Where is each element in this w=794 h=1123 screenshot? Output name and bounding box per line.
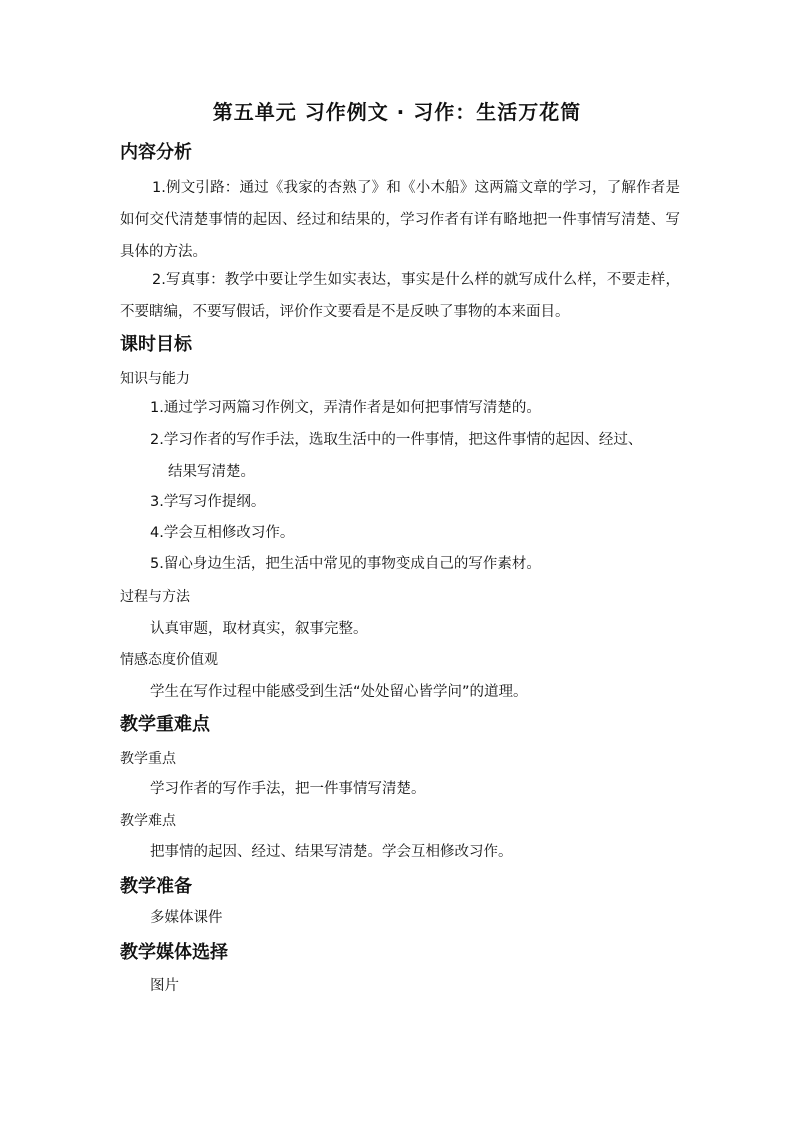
- heading-media: 教学媒体选择: [120, 942, 228, 963]
- paragraph-write-truth: 2.写真事：教学中要让学生如实表达，事实是什么样的就写成什么样，不要走样，不要瞎编，不要写假话，评价作文要看是不是反映了事物的本来面目。: [120, 272, 680, 320]
- subheading-emotion: 情感态度价值观: [120, 652, 218, 668]
- subheading-knowledge: 知识与能力: [120, 371, 190, 387]
- subheading-process: 过程与方法: [120, 589, 190, 605]
- list-item-objective-3: 3.学写习作提纲。: [150, 494, 266, 510]
- heading-content-analysis: 内容分析: [120, 142, 192, 163]
- page-title: 第五单元 习作例文 · 习作：生活万花筒: [212, 100, 582, 124]
- paragraph-example-guide: 1.例文引路：通过《我家的杏熟了》和《小木船》这两篇文章的学习，了解作者是如何交代清楚事情的起因、经过和结果的，学习作者有详有略地把一件事情写清楚、写具体的方法。: [120, 180, 680, 260]
- text-process: 认真审题，取材真实，叙事完整。: [150, 621, 368, 637]
- subheading-focus: 教学重点: [120, 751, 176, 767]
- list-item-objective-5: 5.留心身边生活，把生活中常见的事物变成自己的写作素材。: [150, 556, 541, 572]
- heading-key-points: 教学重难点: [120, 714, 210, 735]
- list-item-objective-1: 1.通过学习两篇习作例文，弄清作者是如何把事情写清楚的。: [150, 400, 541, 416]
- list-item-objective-2-line2: 结果写清楚。: [168, 464, 255, 480]
- text-emotion: 学生在写作过程中能感受到生活“处处留心皆学问”的道理。: [150, 684, 528, 700]
- subheading-difficulty: 教学难点: [120, 813, 176, 829]
- list-item-objective-2: [150, 424, 680, 488]
- heading-objectives: 课时目标: [120, 334, 192, 355]
- list-item-objective-2-line1: 2.学习作者的写作手法，选取生活中的一件事情，把这件事情的起因、经过、: [150, 432, 643, 448]
- heading-preparation: 教学准备: [120, 876, 192, 897]
- text-focus: 学习作者的写作手法，把一件事情写清楚。: [150, 781, 426, 797]
- list-item-objective-4: 4.学会互相修改习作。: [150, 525, 295, 541]
- text-media: 图片: [150, 978, 179, 994]
- text-preparation: 多媒体课件: [150, 910, 223, 926]
- text-difficulty: 把事情的起因、经过、结果写清楚。学会互相修改习作。: [150, 844, 513, 860]
